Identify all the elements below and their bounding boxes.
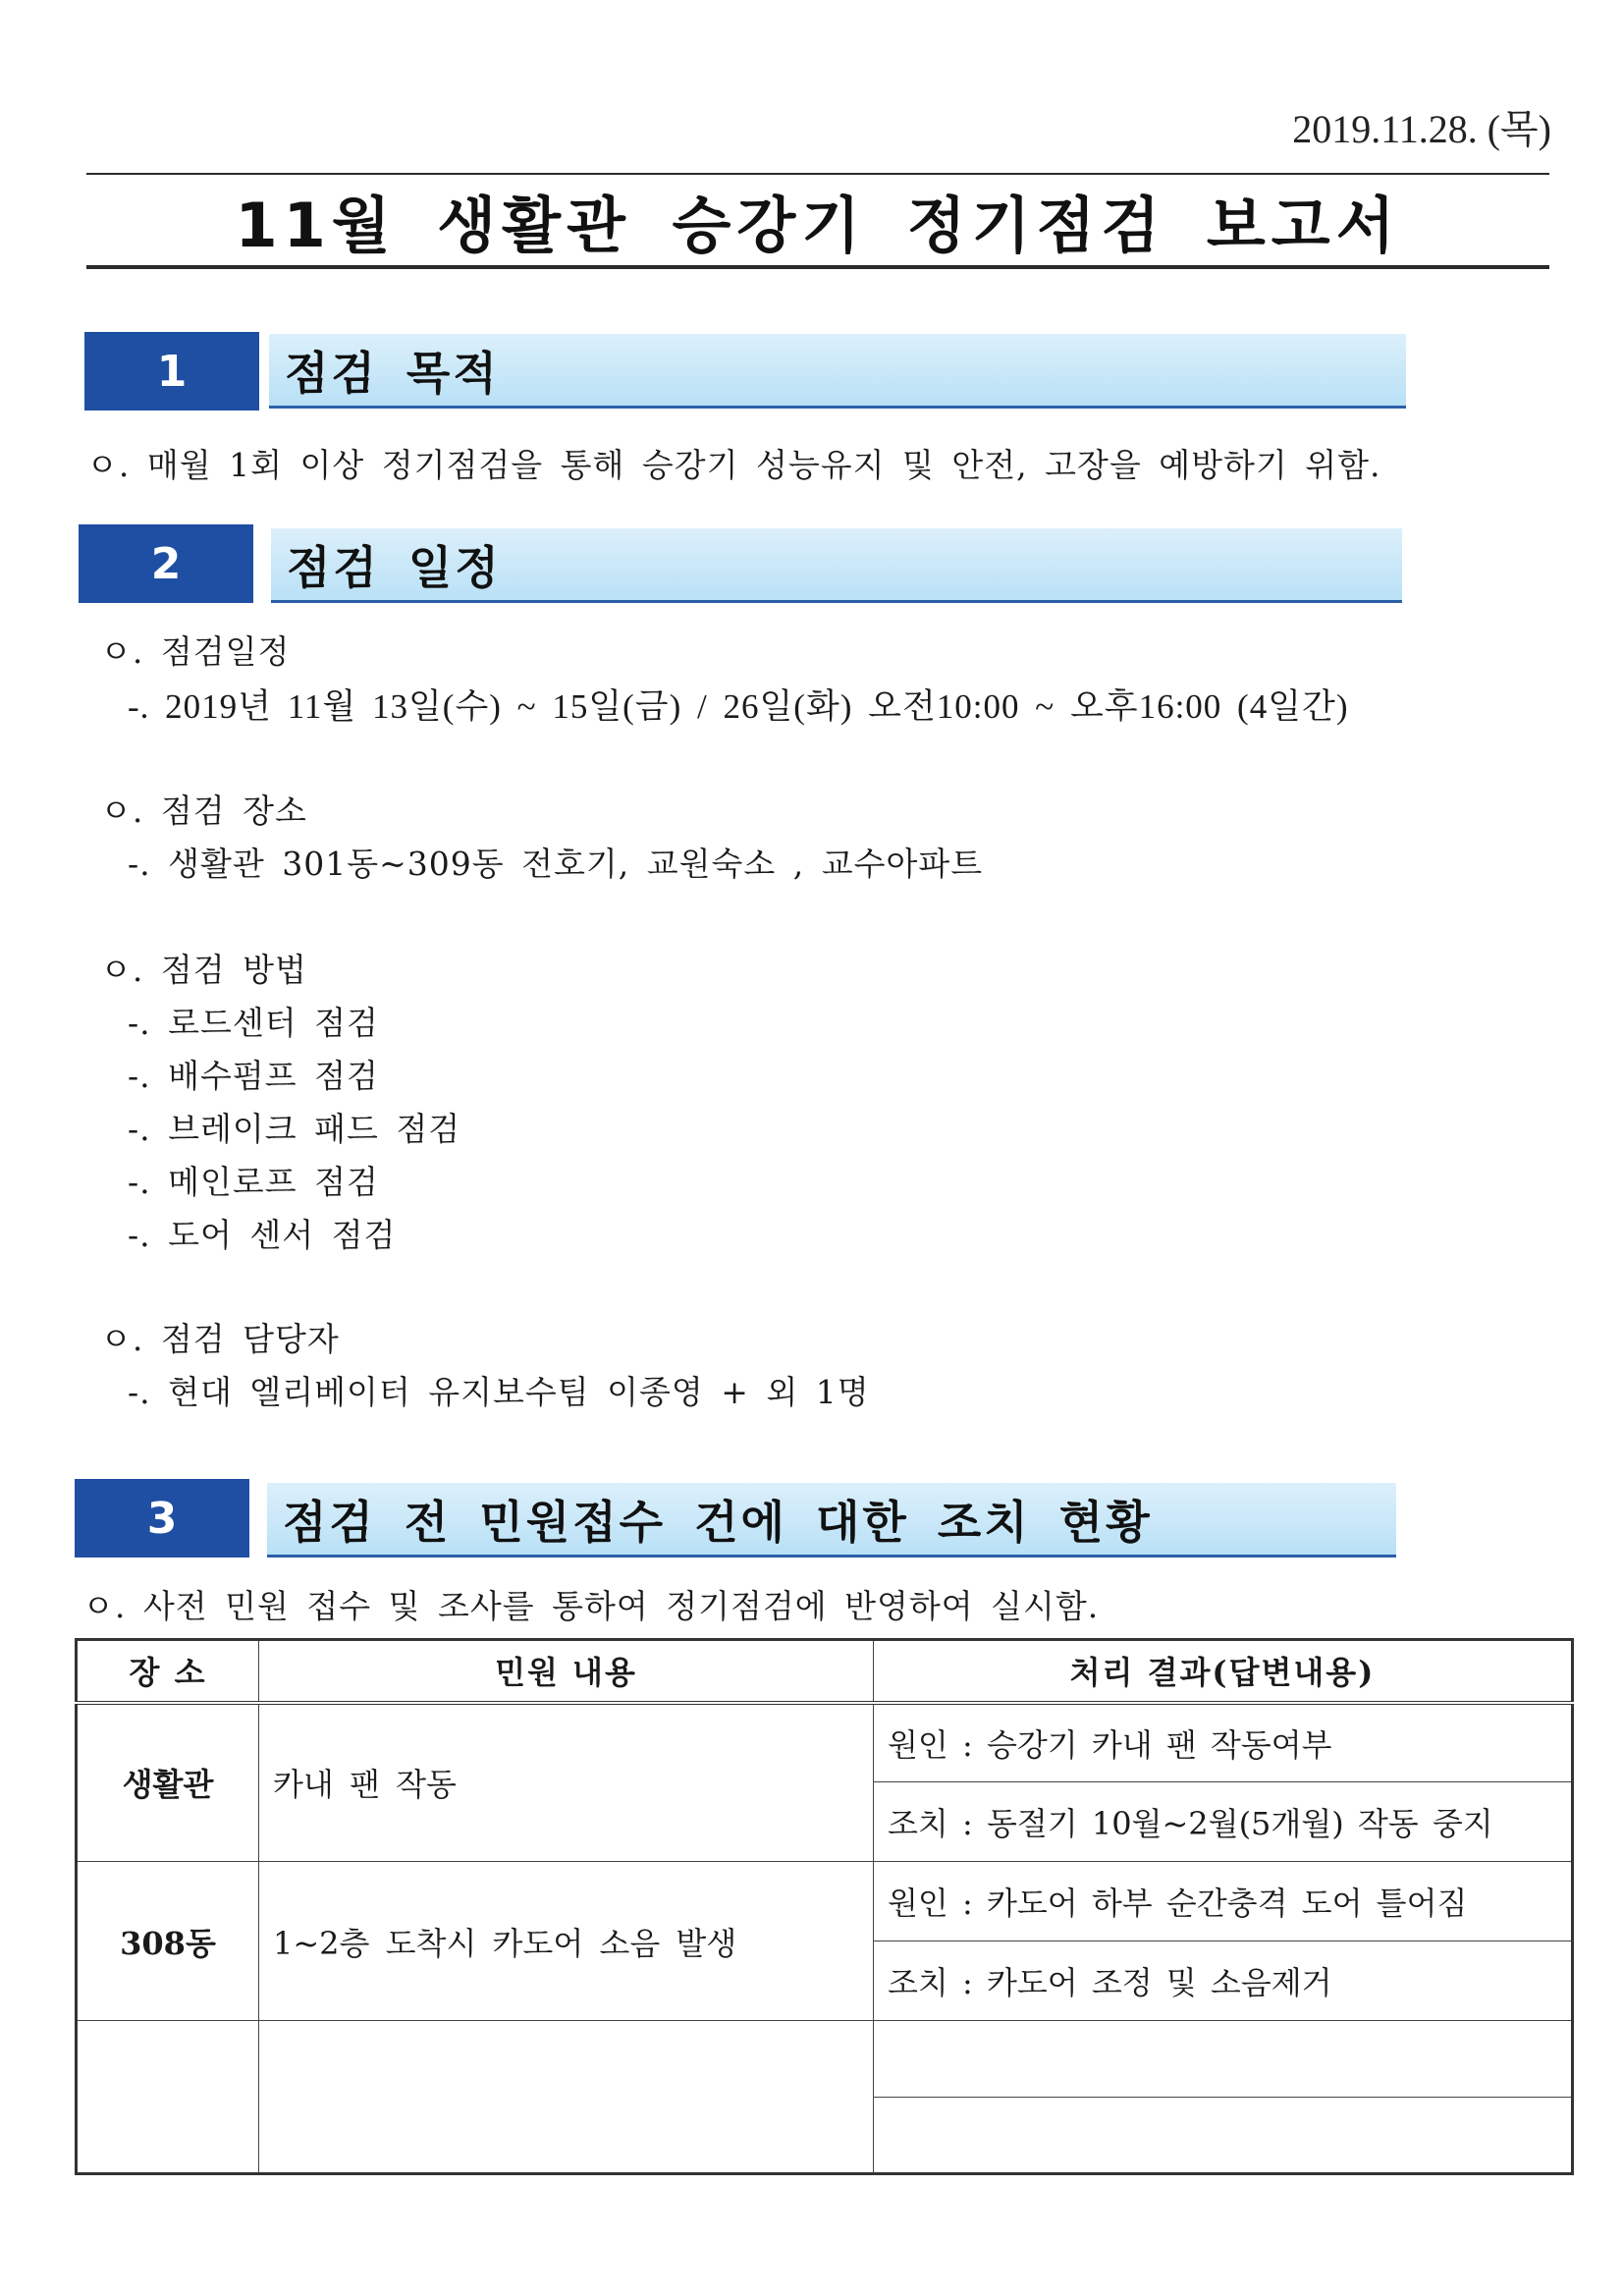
schedule-staff-detail: -. 현대 엘리베이터 유지보수팀 이종영 + 외 1명 — [128, 1373, 870, 1411]
row-place: 생활관 — [77, 1703, 259, 1862]
method-item: -. 도어 센서 점검 — [128, 1216, 397, 1254]
row-complaint — [259, 2021, 874, 2174]
section-3-title: 점검 전 민원접수 건에 대한 조치 현황 — [267, 1483, 1396, 1558]
section-1-number: 1 — [84, 332, 259, 410]
row-action: 조치 : 카도어 조정 및 소음제거 — [874, 1941, 1573, 2021]
table-row — [77, 1703, 1573, 1782]
title-top-rule — [86, 173, 1549, 175]
schedule-date-heading: ㅇ. 점검일정 — [100, 632, 291, 671]
row-place — [77, 2021, 259, 2174]
report-date: 2019.11.28. (목) — [1292, 107, 1551, 151]
section-3-number: 3 — [75, 1479, 249, 1558]
method-item: -. 메인로프 점검 — [128, 1163, 379, 1201]
title-bottom-rule — [86, 265, 1549, 269]
method-item: -. 로드센터 점검 — [128, 1004, 379, 1042]
method-item: -. 배수펌프 점검 — [128, 1057, 379, 1095]
table-header-row — [77, 1640, 1573, 1703]
section-2-number: 2 — [79, 524, 253, 603]
row-complaint: 1~2층 도착시 카도어 소음 발생 — [259, 1862, 874, 2021]
section-1-title: 점검 목적 — [269, 334, 1406, 409]
row-cause — [874, 2021, 1573, 2098]
complaint-actions-table — [75, 1638, 1574, 2175]
schedule-method-heading: ㅇ. 점검 방법 — [100, 951, 307, 989]
row-cause: 원인 : 승강기 카내 팬 작동여부 — [874, 1703, 1573, 1782]
row-place: 308동 — [77, 1862, 259, 2021]
row-cause: 원인 : 카도어 하부 순간충격 도어 틀어짐 — [874, 1862, 1573, 1941]
method-item: -. 브레이크 패드 점검 — [128, 1110, 461, 1148]
actions-intro: ㅇ. 사전 민원 접수 및 조사를 통하여 정기점검에 반영하여 실시함. — [82, 1587, 1100, 1625]
schedule-place-detail: -. 생활관 301동~309동 전호기, 교원숙소 , 교수아파트 — [128, 845, 984, 883]
column-header-complaint: 민원 내용 — [259, 1640, 874, 1703]
row-complaint: 카내 팬 작동 — [259, 1703, 874, 1862]
report-title: 11월 생활관 승강기 정기점검 보고서 — [235, 189, 1401, 261]
purpose-text: ㅇ. 매월 1회 이상 정기점검을 통해 승강기 성능유지 및 안전, 고장을 예방하기 위함. — [86, 446, 1381, 484]
schedule-date-detail: -. 2019년 11월 13일(수) ~ 15일(금) / 26일(화) 오전10:00 ~ 오후16:00 (4일간) — [128, 687, 1349, 726]
schedule-staff-heading: ㅇ. 점검 담당자 — [100, 1320, 340, 1358]
row-action — [874, 2098, 1573, 2174]
row-action: 조치 : 동절기 10월~2월(5개월) 작동 중지 — [874, 1782, 1573, 1862]
table-row — [77, 2021, 1573, 2098]
section-2-title: 점검 일정 — [271, 528, 1402, 603]
table-row — [77, 1862, 1573, 1941]
column-header-result: 처리 결과(답변내용) — [874, 1640, 1573, 1703]
schedule-place-heading: ㅇ. 점검 장소 — [100, 792, 307, 830]
column-header-place: 장 소 — [77, 1640, 259, 1703]
